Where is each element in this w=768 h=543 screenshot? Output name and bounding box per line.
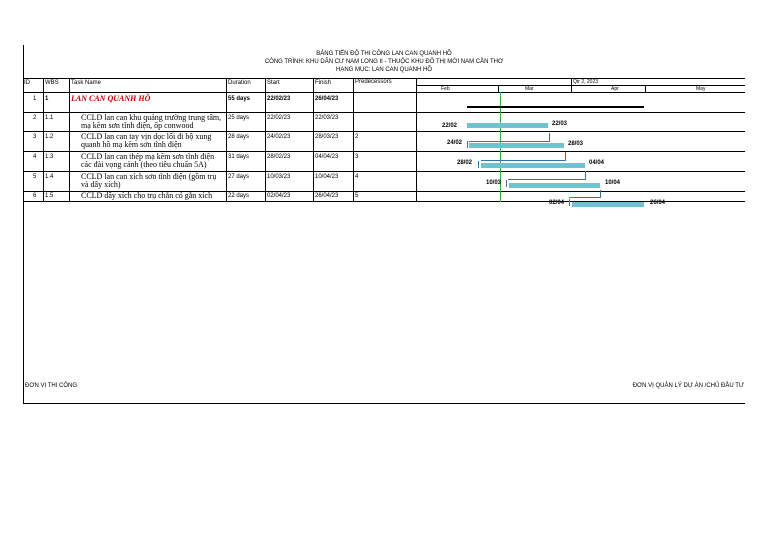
project-name: CÔNG TRÌNH: KHU DÂN CƯ NAM LONG II - THUỘC KHU ĐÔ THỊ MỚI NAM CẦN THƠ — [264, 59, 504, 65]
summary-task-name[interactable]: LAN CAN QUANH HỒ — [71, 94, 151, 103]
footer-owner: ĐƠN VỊ QUẢN LÝ DỰ ÁN /CHỦ ĐẦU TƯ — [632, 383, 744, 389]
bar-start-label: 24/02 — [447, 140, 463, 146]
row-wbs: 1.2 — [45, 134, 54, 140]
bar-finish-label: 28/03 — [568, 141, 584, 147]
row-id: 5 — [33, 174, 37, 180]
task-bar[interactable] — [509, 183, 600, 188]
dependency-connector — [481, 152, 566, 161]
row-duration: 28 days — [228, 134, 250, 140]
row-id: 6 — [33, 193, 37, 199]
row-duration: 55 days — [228, 96, 251, 102]
task-name[interactable]: CCLD dây xích cho trụ chắn có gắn xích — [81, 191, 213, 200]
bar-finish-label: 10/04 — [605, 180, 621, 186]
bar-start-label: 22/02 — [442, 123, 458, 129]
dependency-connector — [569, 190, 601, 198]
task-bar[interactable] — [572, 202, 644, 207]
timescale-month-feb: Feb — [441, 86, 450, 92]
row-id: 3 — [33, 134, 37, 140]
timescale-quarter: Qtr 2, 2023 — [573, 79, 599, 85]
report-title: BẢNG TIẾN ĐỘ THI CÔNG LAN CAN QUANH HỒ — [316, 51, 452, 57]
dependency-connector — [508, 171, 586, 180]
task-name[interactable]: CCLD lan can thép mạ kẽm sơn tĩnh điện các đài vọng cảnh (theo tiêu chuẩn 5A) — [81, 152, 215, 169]
row-start: 10/03/23 — [267, 174, 291, 180]
row-finish: 04/04/23 — [315, 154, 339, 160]
bar-start-label: 28/02 — [457, 160, 473, 166]
row-id: 2 — [33, 115, 37, 121]
row-finish: 28/03/23 — [315, 134, 339, 140]
row-predecessors: 2 — [355, 134, 359, 140]
row-duration: 25 days — [228, 115, 250, 121]
bar-start-label: 02/04 — [549, 200, 565, 206]
work-item: HẠNG MỤC: LAN CAN QUANH HỒ — [335, 67, 432, 73]
row-wbs: 1.1 — [45, 115, 54, 121]
row-id: 4 — [33, 154, 37, 160]
row-start: 22/02/23 — [267, 96, 291, 102]
footer-contractor: ĐƠN VỊ THI CÔNG — [25, 383, 78, 389]
timescale-month-mar: Mar — [525, 86, 534, 92]
row-start: 24/02/23 — [267, 134, 291, 140]
row-duration: 31 days — [228, 154, 250, 160]
col-header-duration: Duration — [228, 80, 251, 86]
task-name[interactable]: CCLD lan can khu quảng trường trung tâm, mạ kẽm sơn tĩnh điện, ốp conwood — [81, 113, 222, 130]
row-predecessors: 4 — [355, 174, 359, 180]
task-name[interactable]: CCLD lan can tay vịn dọc lối đi bộ xung quanh hồ mạ kẽm sơn tĩnh điện — [81, 132, 212, 149]
row-finish: 26/04/23 — [315, 96, 339, 102]
col-header-predecessors: Predecessors — [355, 79, 392, 85]
row-wbs: 1 — [45, 96, 49, 102]
task-bar[interactable] — [469, 143, 564, 148]
task-name[interactable]: CCLD lan can xích sơn tĩnh điện (gồm trụ và dây xích) — [81, 172, 217, 189]
row-finish: 22/03/23 — [315, 115, 339, 121]
bar-start-label: 10/03 — [486, 180, 502, 186]
row-finish: 10/04/23 — [315, 174, 339, 180]
row-start: 22/02/23 — [267, 115, 291, 121]
row-duration: 22 days — [228, 193, 250, 199]
gantt-table — [23, 78, 745, 206]
row-duration: 27 days — [228, 174, 250, 180]
bar-finish-label: 22/03 — [552, 121, 568, 127]
task-bar[interactable] — [467, 123, 548, 128]
row-start: 02/04/23 — [267, 193, 291, 199]
col-header-wbs: WBS — [45, 80, 59, 86]
row-wbs: 1.3 — [45, 154, 54, 160]
col-header-finish: Finish — [315, 80, 332, 86]
col-header-id: ID — [24, 80, 30, 86]
row-start: 28/02/23 — [267, 154, 291, 160]
task-bar[interactable] — [481, 163, 585, 168]
timescale-month-may: May — [696, 86, 706, 92]
col-header-start: Start — [267, 80, 280, 86]
bar-finish-label: 04/04 — [589, 160, 605, 166]
row-wbs: 1.4 — [45, 174, 54, 180]
col-header-task-name: Task Name — [71, 80, 102, 86]
row-finish: 26/04/23 — [315, 193, 339, 199]
row-wbs: 1.5 — [45, 193, 54, 199]
row-id: 1 — [33, 96, 37, 102]
row-predecessors: 3 — [355, 154, 359, 160]
bar-finish-label: 26/04 — [650, 200, 666, 206]
timescale-month-apr: Apr — [611, 86, 619, 92]
dependency-connector — [469, 133, 550, 142]
row-predecessors: 5 — [355, 193, 359, 199]
summary-bar[interactable] — [467, 106, 644, 108]
